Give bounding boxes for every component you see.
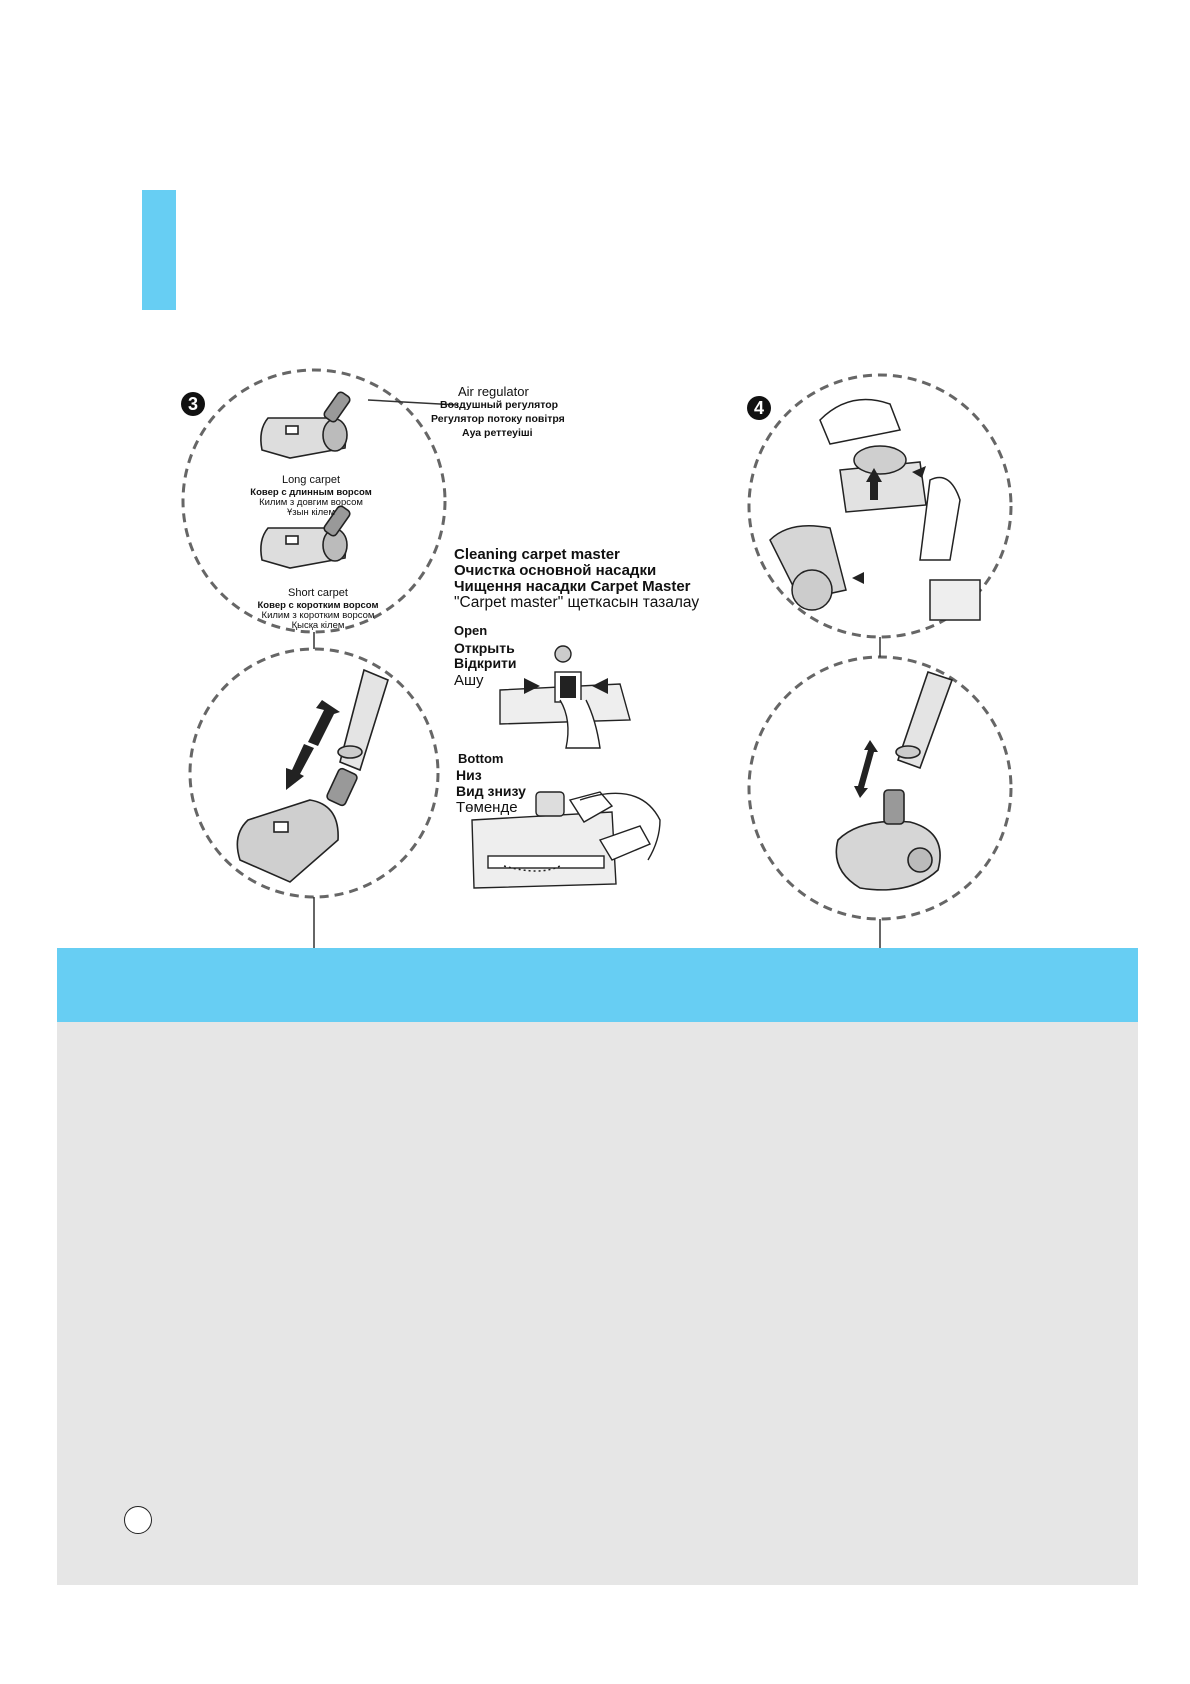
- open-ru: Открыть: [454, 640, 515, 656]
- bottom-ru: Низ: [456, 767, 482, 783]
- up-down-arrows-icon: [286, 700, 340, 790]
- long-carpet-en: Long carpet: [281, 474, 341, 486]
- short-carpet-uk: Килим з коротким ворсом: [261, 610, 375, 621]
- long-carpet-kk: Ұзын кілем: [287, 507, 335, 518]
- long-carpet-ru: Ковер с длинным ворсом: [250, 487, 372, 498]
- air-regulator-ru: Воздушный регулятор: [440, 399, 559, 411]
- open-en: Open: [454, 623, 488, 638]
- cleaning-kk: "Carpet master" щеткасын тазалау: [454, 594, 700, 611]
- bottom-en: Bottom: [458, 751, 504, 766]
- step-4-badge: 4: [747, 396, 771, 420]
- cleaning-en: Cleaning carpet master: [454, 546, 620, 563]
- long-carpet-uk: Килим з довгим ворсом: [259, 497, 363, 508]
- step-3-badge: 3: [181, 392, 205, 416]
- open-nozzle-illustration: [500, 646, 630, 748]
- short-carpet-ru: Ковер с коротким ворсом: [257, 600, 379, 611]
- open-uk: Відкрити: [454, 655, 517, 671]
- cleaning-uk: Чищення насадки Carpet Master: [454, 578, 691, 595]
- short-carpet-kk: Қысқа кілем: [291, 620, 345, 631]
- bottom-kk: Төменде: [456, 799, 518, 816]
- short-carpet-en: Short carpet: [288, 587, 348, 599]
- carpet-master-disassembly-illustration: [770, 400, 980, 620]
- turbo-nozzle-attach-illustration: [836, 672, 952, 890]
- air-regulator-kk: Ауа реттеуіші: [462, 427, 533, 439]
- air-regulator-en: Air regulator: [458, 384, 529, 399]
- bottom-uk: Вид знизу: [456, 783, 526, 799]
- air-regulator-uk: Регулятор потоку повітря: [431, 413, 565, 425]
- nozzle-long-carpet-icon: [261, 391, 351, 458]
- cleaning-ru: Очистка основной насадки: [454, 562, 657, 579]
- open-kk: Ашу: [454, 672, 484, 689]
- pipe-attach-illustration: [237, 670, 388, 882]
- double-arrow-icon: [854, 740, 878, 798]
